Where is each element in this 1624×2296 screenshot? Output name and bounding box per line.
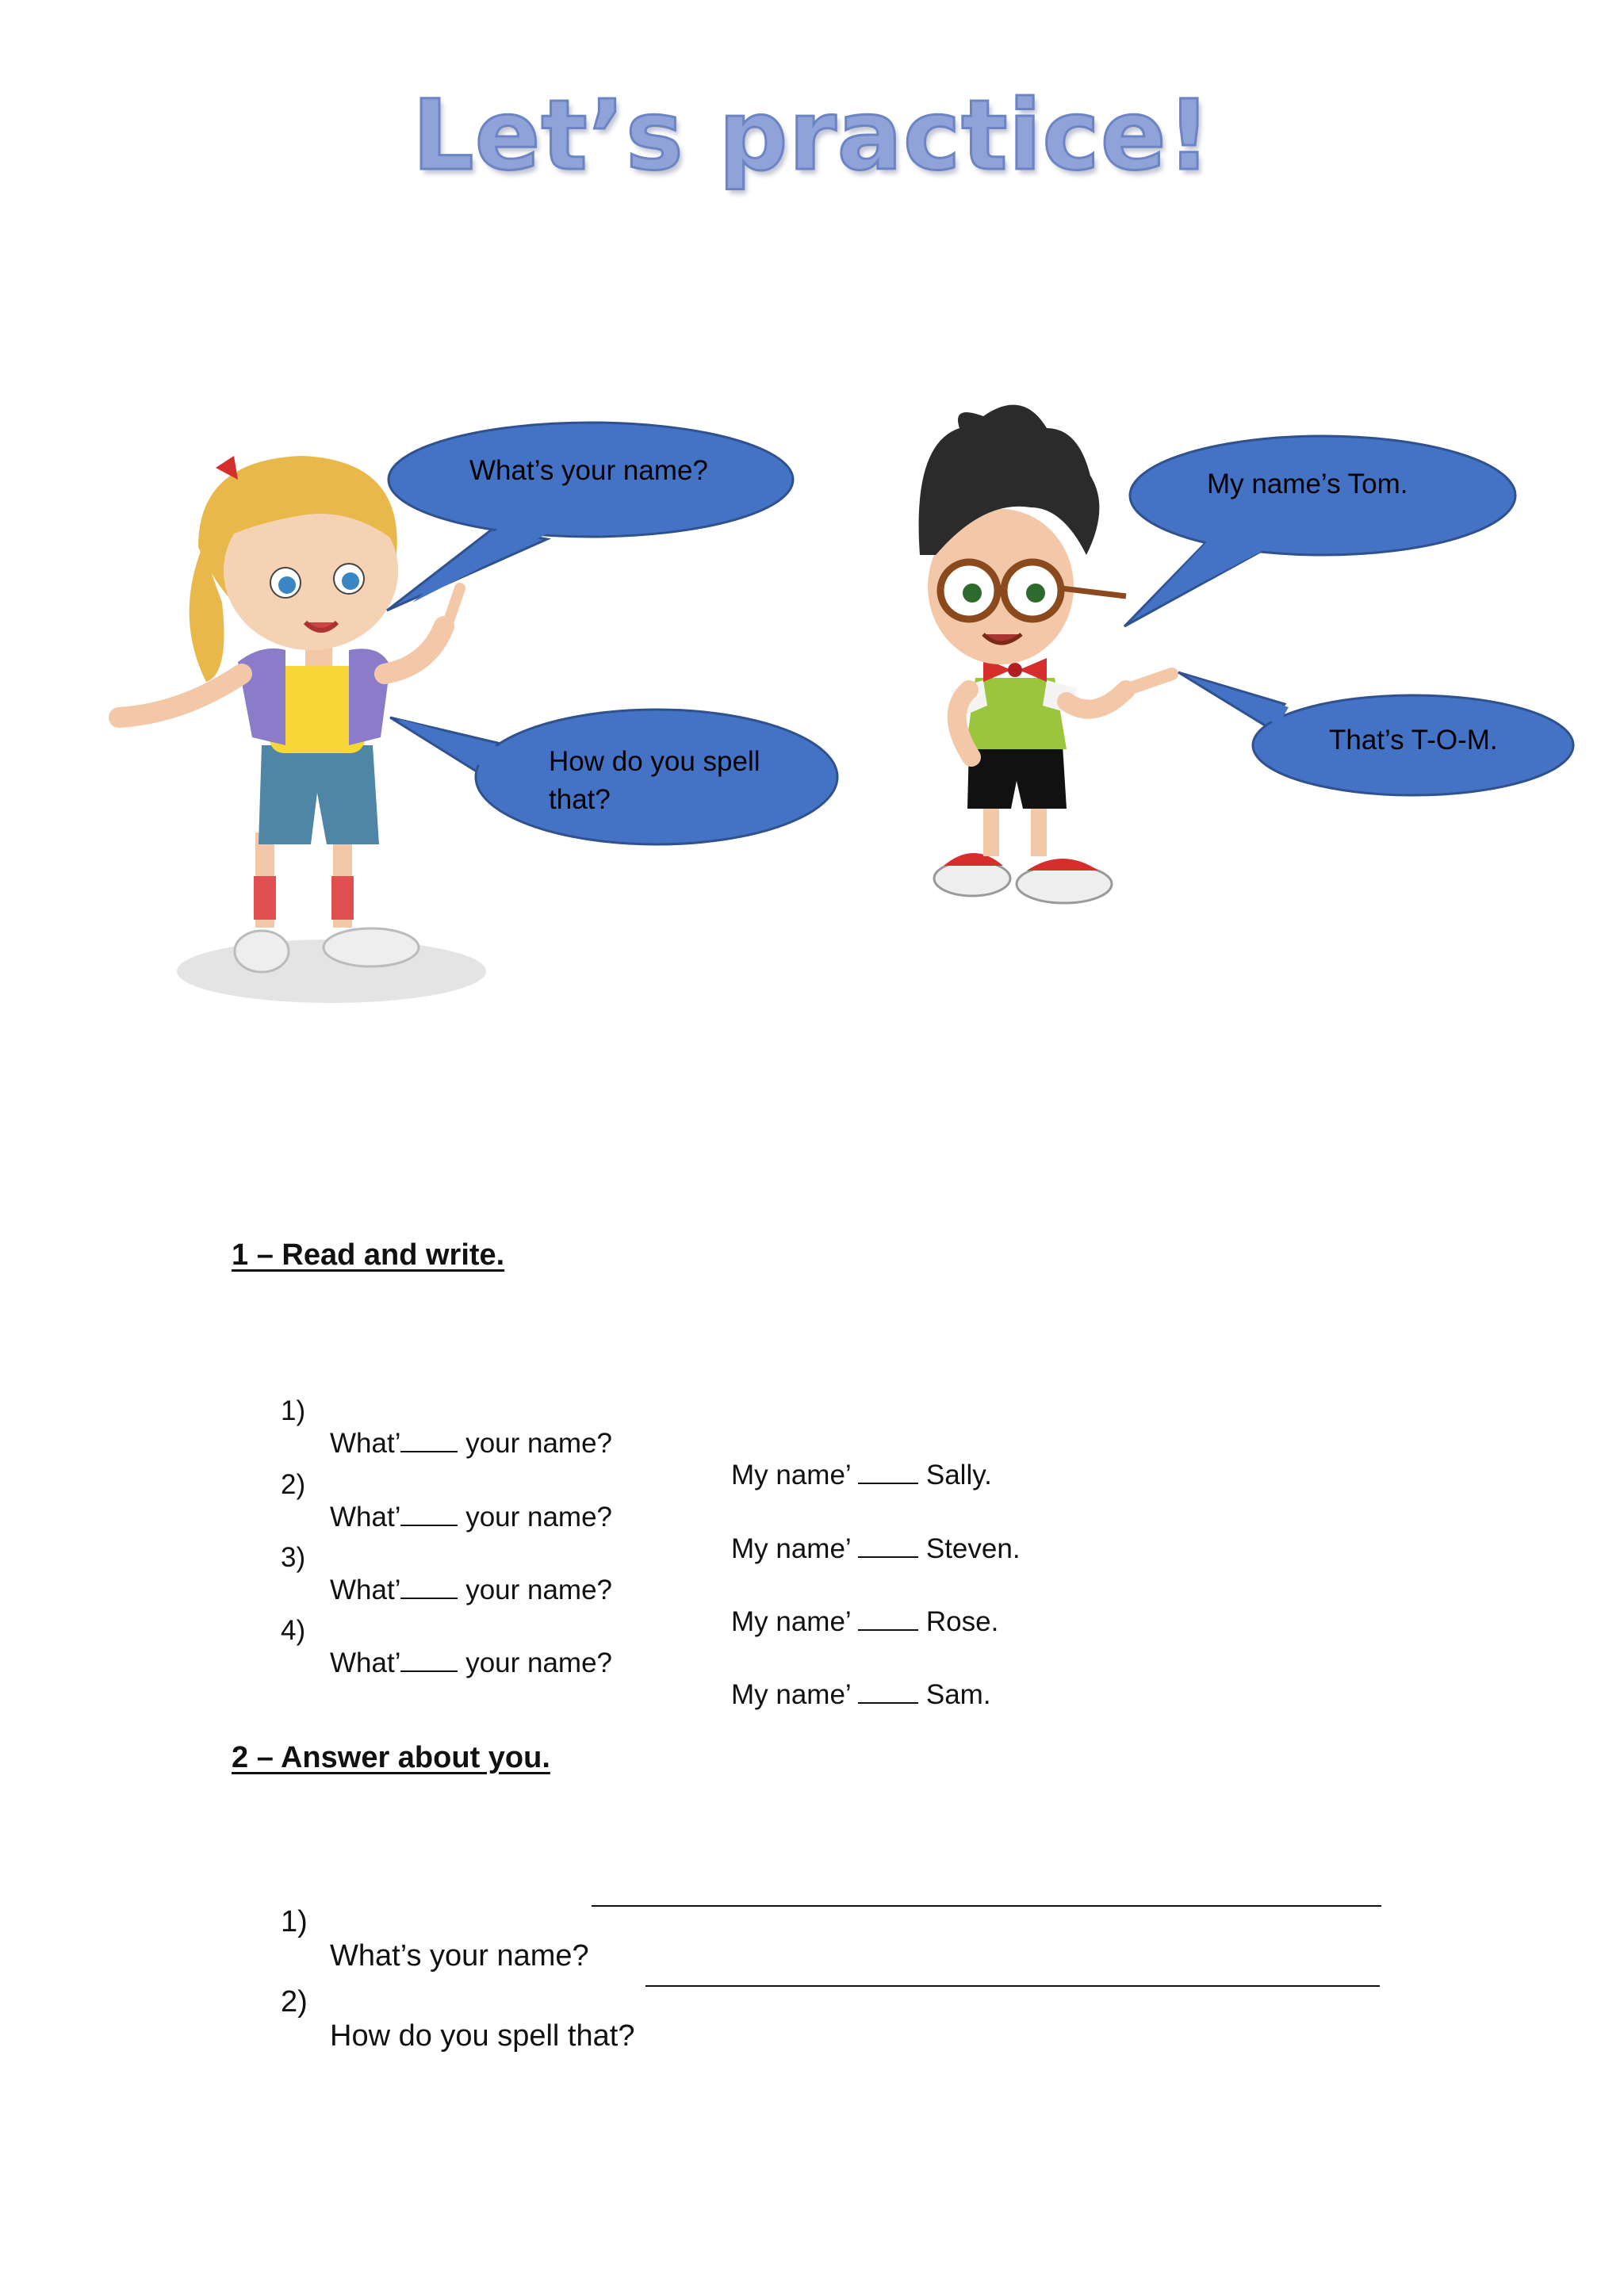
item-number: 4) [281,1615,306,1646]
item-number: 2) [281,1469,306,1500]
answer: My name’ Rose. [731,1606,999,1637]
girl-bubble-1-text: What’s your name? [469,455,708,486]
boy-speech-bubble-name [1124,436,1515,626]
fill-in-blank[interactable] [400,1647,458,1672]
dialogue-illustration [0,0,1624,1031]
boy-bubble-2-text: That’s T-O-M. [1329,725,1498,756]
question: What’ your name? [330,1575,613,1605]
boy-speech-bubble-spelling [1178,672,1573,795]
prompt-text: What’s your name? [330,1939,589,1973]
exercise-1-heading: 1 – Read and write. [232,1238,505,1272]
page-title: Let’s practice! [412,79,1212,192]
answer-line[interactable] [592,1905,1381,1907]
girl-bubble-2-line2: that? [549,784,611,815]
girl-bubble-2-line1: How do you spell [549,746,760,777]
item-number: 2) [281,1985,308,2019]
girl-speech-bubble-question [387,423,793,610]
answer: My name’ Sally. [731,1460,992,1490]
exercise-2-heading: 2 – Answer about you. [232,1741,550,1774]
exercise-1-item [0,1583,1624,1742]
answer: My name’ Steven. [731,1533,1021,1564]
boy-bubble-1-text: My name’s Tom. [1207,469,1408,499]
prompt-text: How do you spell that? [330,2019,644,2053]
boy-character-illustration [919,405,1172,903]
question: What’ your name? [330,1647,613,1678]
girl-speech-bubble-spell [390,710,837,844]
question: What’ your name? [330,1428,613,1459]
exercise-2-item [0,1951,1624,2087]
answer-line[interactable] [645,1985,1380,1987]
item-number: 1) [281,1905,308,1938]
question: What’ your name? [330,1502,613,1533]
fill-in-blank[interactable] [858,1678,918,1704]
answer: My name’ Sam. [731,1679,991,1710]
item-number: 1) [281,1395,306,1426]
item-number: 3) [281,1542,306,1573]
